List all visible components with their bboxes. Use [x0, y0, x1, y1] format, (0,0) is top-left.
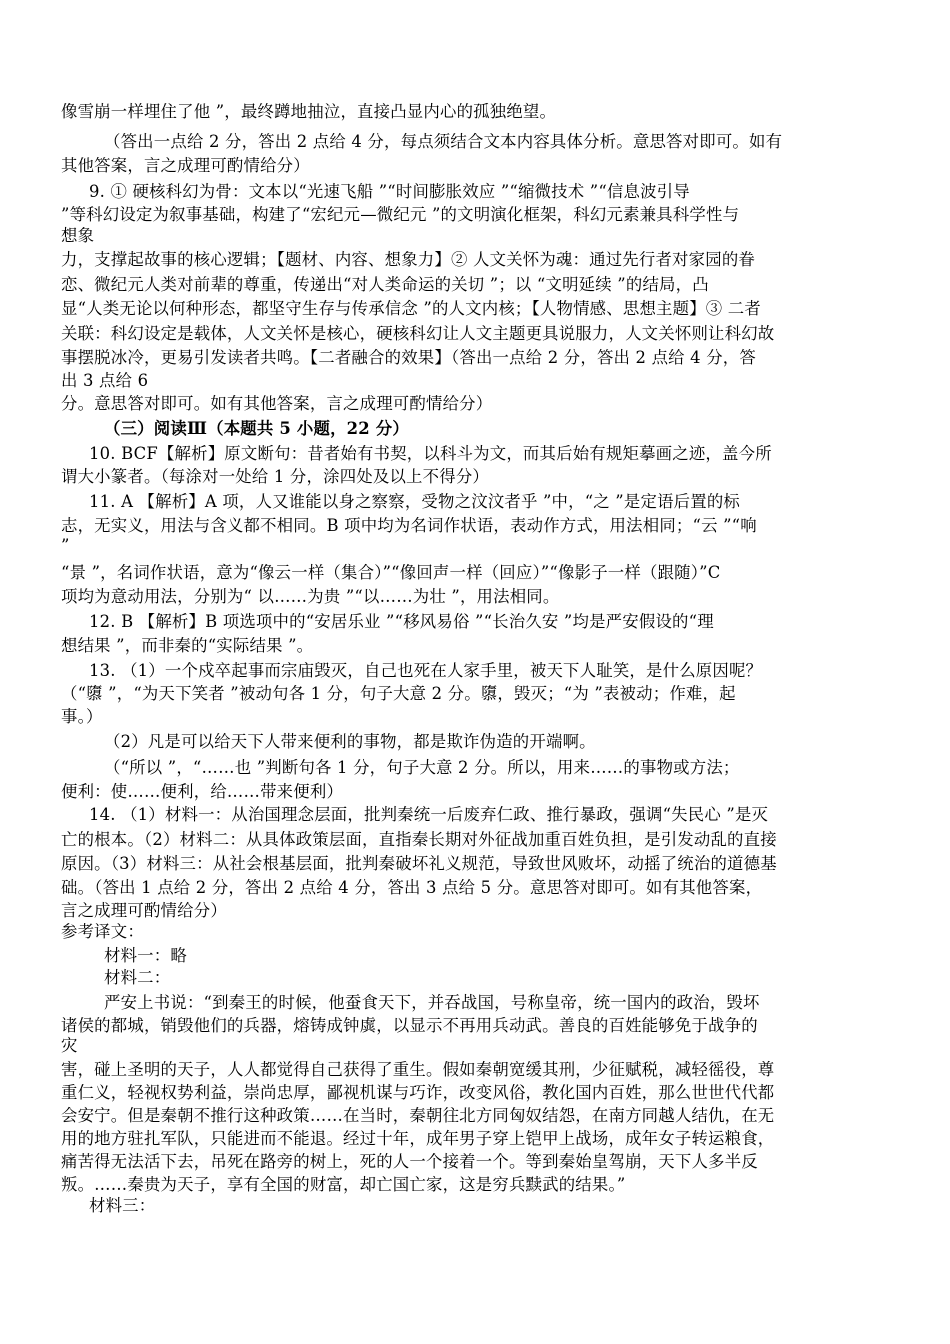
text-line: 便利：使……便利，给……带来便利）	[61, 782, 344, 801]
text-line: 关联：科幻设定是载体，人文关怀是核心，硬核科幻让人文主题更具说服力，人文关怀则让科幻故	[61, 324, 775, 343]
text-line: 材料三：	[89, 1196, 156, 1215]
text-line: 分。意思答对即可。如有其他答案，言之成理可酌情给分）	[61, 394, 493, 413]
text-line: 参考译文：	[61, 922, 144, 941]
text-line: 亡的根本。（2）材料二：从具体政策层面，直指秦长期对外征战加重百姓负担，是引发动乱的直接	[61, 830, 777, 849]
text-line: ”	[61, 536, 70, 555]
text-line: 志，无实义，用法与含义都不相同。B 项中均为名词作状语，表动作方式，用法相同；“云 ”“响	[61, 516, 757, 535]
text-line: 原因。（3）材料三：从社会根基层面，批判秦破坏礼义规范，导致世风败坏，动摇了统治的道德基	[61, 854, 777, 873]
text-line: 材料一：略	[104, 946, 187, 965]
text-line: 11. A 【解析】A 项，人又谁能以身之察察，受物之汶汶者乎 ”中，“之 ”是定语后置的标	[89, 492, 741, 511]
text-line: 项均为意动用法，分别为“ 以……为贵 ”“以……为壮 ”，用法相同。	[61, 587, 560, 606]
text-line: 9. ① 硬核科幻为骨：文本以“光速飞船 ”“时间膨胀效应 ”“缩微技术 ”“信息波引导	[89, 182, 690, 201]
text-line: 础。（答出 1 点给 2 分，答出 2 点给 4 分，答出 3 点给 5 分。意思答对即可。如有其他答案，	[61, 878, 763, 897]
text-line: （“所以 ”，“……也 ”判断句各 1 分，句子大意 2 分。所以，用来……的事物或方法；	[104, 758, 740, 777]
text-line: “景 ”，名词作状语，意为“像云一样（集合）”“像回声一样（回应）”“像影子一样（跟随）”C	[61, 563, 721, 582]
text-line: 出 3 点给 6	[61, 371, 149, 390]
text-line: 10. BCF【解析】原文断句：昔者始有书契，以科斗为文，而其后始有规矩摹画之迹，盖今所	[89, 444, 772, 463]
text-line: （“隳 ”，“为天下笑者 ”被动句各 1 分，句子大意 2 分。隳，毁灭；“为 ”表被动；作难，起	[61, 684, 736, 703]
text-line: 痛苦得无法活下去，吊死在路旁的树上，死的人一个接着一个。等到秦始皇驾崩，天下人多半反	[61, 1152, 758, 1171]
text-line: （2）凡是可以给天下人带来便利的事物，都是欺诈伪造的开端啊。	[104, 732, 596, 751]
text-line: 事。）	[61, 707, 103, 726]
text-line: 重仁义，轻视权势利益，崇尚忠厚，鄙视机谋与巧诈，改变风俗，教化国内百姓，那么世世代代都	[61, 1083, 775, 1102]
text-line: 12. B 【解析】B 项选项中的“安居乐业 ”“移风易俗 ”“长治久安 ”均是严安假设的“理	[89, 612, 714, 631]
text-line: 想结果 ”，而非秦的“实际结果 ”。	[61, 636, 314, 655]
text-line: 14. （1）材料一：从治国理念层面，批判秦统一后废弃仁政、推行暴政，强调“失民心 ”是灭	[89, 805, 769, 824]
text-line: 诸侯的都城，销毁他们的兵器，熔铸成钟虡，以显示不再用兵动武。善良的百姓能够免于战争的	[61, 1016, 758, 1035]
text-line: （答出一点给 2 分，答出 2 点给 4 分，每点须结合文本内容具体分析。意思答对即可。如有	[104, 132, 783, 151]
text-line: 像雪崩一样埋住了他 ”，最终蹲地抽泣，直接凸显内心的孤独绝望。	[61, 102, 557, 121]
text-line: 材料二：	[104, 968, 171, 987]
text-line: ”等科幻设定为叙事基础，构建了“宏纪元—微纪元 ”的文明演化框架，科幻元素兼具科学性与	[61, 205, 740, 224]
text-line: 谓大小篆者。（每涂对一处给 1 分，涂四处及以上不得分）	[61, 467, 490, 486]
text-line: 用的地方驻扎军队，只能进而不能退。经过十年，成年男子穿上铠甲上战场，成年女子转运粮食，	[61, 1129, 775, 1148]
text-line: 会安宁。但是秦朝不推行这种政策……在当时，秦朝往北方同匈奴结怨，在南方同越人结仇，在无	[61, 1106, 775, 1125]
text-line: 13. （1）一个戍卒起事而宗庙毁灭，自己也死在人家手里，被天下人耻笑，是什么原因呢？	[89, 661, 763, 680]
text-line: 叛。……秦贵为天子，享有全国的财富，却亡国亡家，这是穷兵黩武的结果。”	[61, 1175, 626, 1194]
text-line: 想象	[61, 226, 95, 245]
section-heading: （三）阅读Ⅲ（本题共 5 小题，22 分）	[104, 419, 409, 438]
text-line: 害，碰上圣明的天子，人人都觉得自己获得了重生。假如秦朝宽缓其刑，少征赋税，减轻徭役，尊	[61, 1060, 775, 1079]
text-line: 恋、微纪元人类对前辈的尊重，传递出“对人类命运的关切 ”；以 “文明延续 ”的结局，凸	[61, 275, 709, 294]
text-line: 严安上书说：“到秦王的时候，他蚕食天下，并吞战国，号称皇帝，统一国内的政治，毁坏	[104, 993, 760, 1012]
text-line: 显“人类无论以何种形态，都坚守生存与传承信念 ”的人文内核；【人物情感、思想主题】③ 二者	[61, 299, 761, 318]
text-line: 其他答案，言之成理可酌情给分）	[61, 156, 310, 175]
text-line: 灾	[61, 1036, 78, 1055]
text-line: 力，支撑起故事的核心逻辑；【题材、内容、想象力】② 人文关怀为魂：通过先行者对家园的眷	[61, 250, 756, 269]
text-line: 事摆脱冰冷，更易引发读者共鸣。【二者融合的效果】（答出一点给 2 分，答出 2 点给 4 分，答	[61, 348, 756, 367]
text-line: 言之成理可酌情给分）	[61, 901, 227, 920]
